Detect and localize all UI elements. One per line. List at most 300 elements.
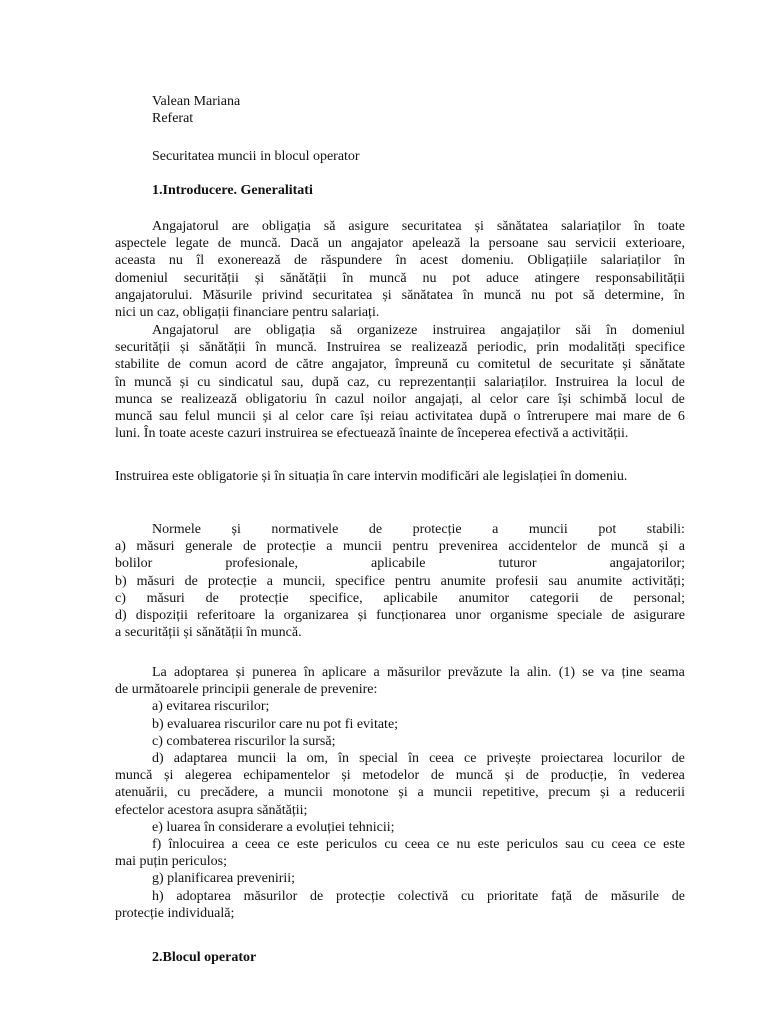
text-line: mai puțin periculos; bbox=[115, 854, 227, 870]
word: muncii, bbox=[282, 573, 326, 589]
word: angajator bbox=[351, 236, 404, 252]
list-item bbox=[115, 888, 685, 922]
word: La bbox=[152, 665, 167, 680]
word: Angajatorul bbox=[152, 323, 219, 338]
text-line bbox=[115, 391, 685, 408]
word: responsabilității bbox=[595, 270, 685, 286]
word: anumite bbox=[576, 573, 623, 589]
author-name: Valean Mariana bbox=[152, 94, 241, 109]
word: salariaților bbox=[561, 219, 621, 234]
word: împreună bbox=[395, 357, 448, 373]
word: sănătății bbox=[280, 270, 327, 286]
word: sănătății bbox=[199, 340, 246, 356]
word: acord bbox=[235, 357, 267, 373]
word: de bbox=[167, 357, 181, 373]
word: la bbox=[617, 374, 628, 390]
word: de bbox=[611, 608, 625, 624]
word: este bbox=[663, 837, 685, 853]
word: d) bbox=[115, 608, 127, 624]
word: sau bbox=[565, 837, 584, 853]
word: muncă. bbox=[276, 340, 317, 356]
word: măsurilor bbox=[243, 888, 298, 904]
word: cu bbox=[384, 837, 398, 853]
word: și bbox=[179, 340, 190, 356]
text-line: a) evitarea riscurilor; bbox=[152, 699, 270, 715]
word: alin. bbox=[526, 665, 552, 680]
text-line: a securității și sănătății în muncă. bbox=[115, 625, 302, 641]
word: 6 bbox=[677, 409, 685, 425]
word: vederea bbox=[641, 768, 685, 784]
text-line: de următoarele principii generale de prevenire: bbox=[115, 682, 378, 698]
word: activități; bbox=[632, 573, 685, 589]
word: organizarea bbox=[283, 608, 349, 624]
word: securității bbox=[115, 340, 171, 356]
word: muncii bbox=[343, 539, 382, 555]
word: Măsurile bbox=[202, 287, 253, 303]
word: muncă bbox=[115, 409, 153, 425]
text-line bbox=[115, 767, 685, 784]
word: de bbox=[671, 751, 685, 767]
word: funcționarea bbox=[376, 608, 447, 624]
word: în bbox=[462, 287, 474, 303]
word: specifice bbox=[335, 573, 385, 589]
word: metodelor bbox=[362, 768, 420, 784]
word: în bbox=[115, 374, 126, 390]
word: activitatea bbox=[415, 409, 473, 425]
word: h) bbox=[152, 888, 164, 904]
word: salariaților. bbox=[484, 374, 547, 390]
word: se bbox=[160, 391, 173, 407]
word: instruirea bbox=[432, 323, 486, 338]
list-item bbox=[115, 750, 685, 819]
word: ce bbox=[277, 837, 290, 853]
word: muncă. bbox=[240, 236, 281, 252]
word: ce bbox=[436, 837, 450, 853]
word: în bbox=[315, 391, 327, 407]
word: organizeze bbox=[357, 323, 418, 338]
word: a bbox=[417, 785, 424, 801]
word: Dacă bbox=[290, 236, 319, 252]
word: realizează bbox=[411, 340, 468, 356]
word: și bbox=[235, 665, 246, 680]
word: d) bbox=[152, 751, 164, 767]
word: în bbox=[408, 751, 419, 767]
word: și bbox=[398, 785, 408, 801]
word: accidentelor bbox=[508, 539, 577, 555]
word: de bbox=[671, 391, 685, 407]
section1-heading: 1.Introducere. Generalitati bbox=[152, 183, 313, 198]
word: echipamentelor bbox=[243, 768, 330, 784]
word: Obligațiile bbox=[527, 253, 588, 269]
word: referitoare bbox=[196, 608, 256, 624]
word: îl bbox=[196, 253, 205, 269]
word: cu bbox=[377, 374, 391, 390]
word: după bbox=[479, 409, 507, 425]
word: ce bbox=[643, 837, 656, 853]
word: după bbox=[311, 374, 340, 390]
word: măsurile bbox=[610, 888, 659, 904]
word: adaptarea bbox=[173, 751, 228, 767]
word: angajatorilor; bbox=[609, 556, 685, 572]
word: seama bbox=[649, 665, 685, 680]
word: și bbox=[254, 270, 265, 286]
word: precum bbox=[548, 785, 591, 801]
word: locul bbox=[635, 391, 664, 407]
text-line bbox=[152, 521, 685, 538]
word: cu bbox=[177, 785, 191, 801]
word: măsurilor bbox=[387, 665, 441, 680]
text-line: Instruirea este obligatorie și în situația în care intervin modificări ale legislației în domeniu. bbox=[115, 469, 628, 484]
word: atenuării, bbox=[115, 785, 168, 801]
word: de bbox=[243, 539, 257, 555]
word: securitatea bbox=[401, 219, 462, 234]
word: comun bbox=[189, 357, 228, 373]
word: muncă bbox=[369, 270, 407, 286]
word: muncă bbox=[611, 539, 649, 555]
word: a bbox=[492, 522, 499, 537]
word: colectivă bbox=[397, 888, 449, 904]
word: de bbox=[525, 768, 539, 784]
word: în bbox=[342, 270, 354, 286]
text-line bbox=[115, 590, 685, 607]
word: ține bbox=[621, 665, 643, 680]
word: o bbox=[513, 409, 521, 425]
word: generale bbox=[185, 539, 233, 555]
word: bolilor bbox=[115, 556, 153, 572]
word: aspectele bbox=[115, 236, 167, 252]
word: este bbox=[296, 837, 319, 853]
word: periodic, bbox=[477, 340, 527, 356]
word: răspundere bbox=[320, 253, 383, 269]
word: anumitor bbox=[458, 590, 510, 606]
text-line bbox=[115, 235, 685, 252]
word: de bbox=[274, 357, 289, 373]
word: la bbox=[509, 665, 520, 680]
word: măsuri bbox=[136, 573, 175, 589]
word: prevenirea bbox=[438, 539, 498, 555]
word: obligația bbox=[266, 323, 316, 338]
list-item bbox=[115, 716, 685, 733]
word: angajați, bbox=[414, 391, 463, 407]
text-line bbox=[152, 322, 685, 339]
text-line bbox=[115, 287, 685, 304]
word: Instruirea bbox=[326, 340, 381, 356]
word: a bbox=[678, 539, 685, 555]
word: să bbox=[323, 219, 336, 234]
word: periculos bbox=[325, 837, 378, 853]
word: angajaților bbox=[500, 323, 561, 338]
word: nu bbox=[531, 287, 546, 303]
text-line: c) combaterea riscurilor la sursă; bbox=[152, 733, 336, 749]
word: protecție bbox=[412, 522, 462, 537]
text-line bbox=[152, 218, 685, 235]
word: sănătate bbox=[639, 357, 685, 373]
word: normativele bbox=[271, 522, 339, 537]
word: muncă bbox=[483, 287, 522, 303]
word: legate bbox=[175, 236, 209, 252]
word: exterioare, bbox=[625, 236, 685, 252]
word: către bbox=[296, 357, 324, 373]
word: înlocuirea bbox=[168, 837, 225, 853]
word: nu bbox=[168, 253, 183, 269]
word: a bbox=[619, 785, 626, 801]
word: (1) bbox=[558, 665, 576, 680]
word: a bbox=[373, 665, 380, 680]
word: asigurare bbox=[633, 608, 685, 624]
word: cu bbox=[456, 357, 470, 373]
word: angajatorului. bbox=[115, 287, 193, 303]
word: tuturor bbox=[498, 556, 537, 572]
word: a bbox=[326, 539, 333, 555]
word: exonerează bbox=[217, 253, 281, 269]
word: are bbox=[231, 219, 249, 234]
text-line bbox=[115, 573, 685, 590]
paragraph-principles bbox=[115, 664, 685, 922]
word: aplicabile bbox=[383, 590, 438, 606]
word: a) bbox=[115, 539, 126, 555]
word: să bbox=[330, 323, 342, 338]
list-item bbox=[115, 698, 685, 715]
word: reprezentanții bbox=[399, 374, 477, 390]
section2-heading: 2.Blocul operator bbox=[152, 950, 257, 965]
word: de bbox=[294, 253, 308, 269]
word: muncii bbox=[237, 751, 277, 767]
word: are bbox=[233, 323, 252, 338]
word: în bbox=[673, 287, 685, 303]
text-line bbox=[152, 664, 685, 681]
text-line: b) evaluarea riscurilor care nu pot fi evitate; bbox=[152, 716, 399, 732]
word: și bbox=[179, 374, 190, 390]
word: se bbox=[390, 340, 402, 356]
word: și bbox=[600, 785, 610, 801]
text-line: luni. În toate aceste cazuri instruirea se efectuează înainte de începerea efectivă a activității. bbox=[115, 426, 629, 442]
word: specifice bbox=[635, 340, 685, 356]
word: realizează bbox=[181, 391, 237, 407]
word: prin bbox=[536, 340, 559, 356]
word: munca bbox=[115, 391, 153, 407]
word: special bbox=[359, 751, 399, 767]
word: al bbox=[278, 409, 289, 425]
word: mai bbox=[595, 409, 617, 425]
word: de bbox=[584, 888, 598, 904]
word: speciale bbox=[557, 608, 603, 624]
word: își bbox=[360, 409, 374, 425]
word: obligația bbox=[261, 219, 311, 234]
word: sănătatea bbox=[401, 287, 453, 303]
paragraph-norms bbox=[115, 521, 685, 641]
word: salariaților bbox=[600, 253, 661, 269]
word: și bbox=[357, 608, 368, 624]
word: de bbox=[368, 522, 383, 537]
word: sănătatea bbox=[496, 219, 549, 234]
word: precădere, bbox=[200, 785, 259, 801]
word: pot bbox=[555, 287, 573, 303]
word: de bbox=[671, 374, 685, 390]
text-line: protecție individuală; bbox=[115, 905, 235, 921]
word: în bbox=[633, 219, 645, 234]
word: de bbox=[430, 768, 445, 784]
word: periculos bbox=[506, 837, 558, 853]
word: protecție bbox=[207, 573, 257, 589]
word: cu bbox=[460, 888, 475, 904]
word: nu bbox=[422, 270, 437, 286]
word: Normele bbox=[152, 522, 201, 537]
word: și bbox=[622, 357, 632, 373]
word: privește bbox=[486, 751, 531, 767]
word: caz, bbox=[347, 374, 370, 390]
word: unor bbox=[455, 608, 481, 624]
word: domeniul bbox=[632, 323, 685, 338]
word: organisme bbox=[489, 608, 549, 624]
word: toate bbox=[657, 219, 685, 234]
word: om, bbox=[306, 751, 329, 767]
word: în bbox=[606, 323, 617, 338]
word: de bbox=[671, 888, 685, 904]
word: în bbox=[618, 768, 630, 784]
word: de bbox=[599, 590, 613, 606]
text-line bbox=[115, 339, 685, 356]
word: de bbox=[310, 888, 324, 904]
text-line bbox=[115, 270, 685, 287]
word: sau bbox=[547, 236, 567, 252]
word: și bbox=[474, 219, 484, 234]
word: a bbox=[267, 785, 275, 801]
word: securitatea bbox=[312, 287, 373, 303]
word: stabilite bbox=[115, 357, 160, 373]
word: săi bbox=[575, 323, 591, 338]
text-line bbox=[152, 836, 685, 853]
word: a bbox=[231, 837, 238, 853]
word: anumite bbox=[440, 573, 486, 589]
word: de bbox=[184, 573, 198, 589]
word: ceea bbox=[429, 751, 454, 767]
text-line bbox=[115, 252, 685, 269]
word: prevăzute bbox=[447, 665, 503, 680]
word: b) bbox=[115, 573, 127, 589]
word: servicii bbox=[575, 236, 617, 252]
word: nu bbox=[456, 837, 471, 853]
word: în bbox=[338, 751, 350, 767]
paragraph-legislation bbox=[115, 468, 685, 485]
word: protecție bbox=[266, 539, 316, 555]
word: aceasta bbox=[115, 253, 156, 269]
word: măsuri bbox=[146, 590, 185, 606]
word: felul bbox=[184, 409, 211, 425]
text-line: g) planificarea prevenirii; bbox=[152, 871, 296, 887]
text-line bbox=[115, 555, 685, 572]
word: domeniul bbox=[115, 270, 168, 286]
word: își bbox=[558, 391, 572, 407]
word: prioritate bbox=[486, 888, 539, 904]
word: ceea bbox=[245, 837, 270, 853]
word: locurilor bbox=[613, 751, 662, 767]
text-line bbox=[152, 750, 685, 767]
word: punerea bbox=[252, 665, 297, 680]
word: muncii bbox=[433, 785, 473, 801]
word: muncii bbox=[216, 409, 256, 425]
word: cu bbox=[591, 837, 605, 853]
word: muncii bbox=[528, 522, 568, 537]
word: monotone bbox=[332, 785, 389, 801]
list-item bbox=[115, 733, 685, 750]
word: f) bbox=[152, 837, 162, 853]
word: cu bbox=[197, 374, 211, 390]
word: pot bbox=[598, 522, 617, 537]
word: în bbox=[303, 665, 315, 680]
word: să bbox=[582, 287, 595, 303]
word: măsuri bbox=[136, 539, 175, 555]
word: alegerea bbox=[185, 768, 232, 784]
text-line bbox=[115, 538, 685, 555]
word: profesii bbox=[495, 573, 539, 589]
word: producție, bbox=[550, 768, 608, 784]
word: adoptarea bbox=[176, 888, 231, 904]
word: de bbox=[657, 409, 672, 425]
word: și bbox=[341, 768, 351, 784]
word: repetitive, bbox=[482, 785, 539, 801]
list-item bbox=[115, 836, 685, 870]
word: atingere bbox=[534, 270, 580, 286]
text-line bbox=[115, 784, 685, 801]
word: în bbox=[674, 253, 685, 269]
word: adoptarea bbox=[174, 665, 229, 680]
word: ce bbox=[464, 751, 477, 767]
word: întrerupere bbox=[527, 409, 589, 425]
word: sau bbox=[159, 409, 178, 425]
word: un bbox=[327, 236, 342, 252]
word: pot bbox=[452, 270, 471, 286]
word: noilor bbox=[372, 391, 407, 407]
text-line bbox=[115, 356, 685, 373]
word: locul bbox=[635, 374, 664, 390]
word: la bbox=[264, 608, 275, 624]
word: apelează bbox=[412, 236, 461, 252]
word: se bbox=[582, 665, 594, 680]
text-line bbox=[115, 607, 685, 624]
word: față bbox=[551, 888, 572, 904]
word: muncă bbox=[115, 768, 153, 784]
word: dispoziții bbox=[135, 608, 188, 624]
word: al bbox=[471, 391, 482, 407]
word: a bbox=[266, 573, 273, 589]
word: în bbox=[395, 253, 407, 269]
word: celor bbox=[489, 391, 518, 407]
document-title: Securitatea muncii in blocul operator bbox=[152, 149, 360, 164]
word: securitate bbox=[560, 357, 614, 373]
word: de bbox=[538, 357, 553, 373]
word: va bbox=[601, 665, 615, 680]
word: reiau bbox=[380, 409, 409, 425]
word: comitetul bbox=[477, 357, 531, 373]
word: în bbox=[255, 340, 267, 356]
word: și bbox=[382, 287, 392, 303]
word: privind bbox=[262, 287, 303, 303]
word: angajator, bbox=[331, 357, 387, 373]
word: de bbox=[217, 236, 232, 252]
word: personal; bbox=[633, 590, 685, 606]
word: de bbox=[205, 590, 219, 606]
word: ceea bbox=[404, 837, 430, 853]
word: aplicabile bbox=[371, 556, 426, 572]
paragraph-training bbox=[115, 322, 685, 442]
word: și bbox=[504, 768, 515, 784]
word: protecție bbox=[335, 888, 385, 904]
list-item bbox=[115, 870, 685, 887]
word: persoane bbox=[488, 236, 539, 252]
word: determine, bbox=[604, 287, 665, 303]
document-type: Referat bbox=[152, 111, 194, 127]
word: acest bbox=[419, 253, 448, 269]
